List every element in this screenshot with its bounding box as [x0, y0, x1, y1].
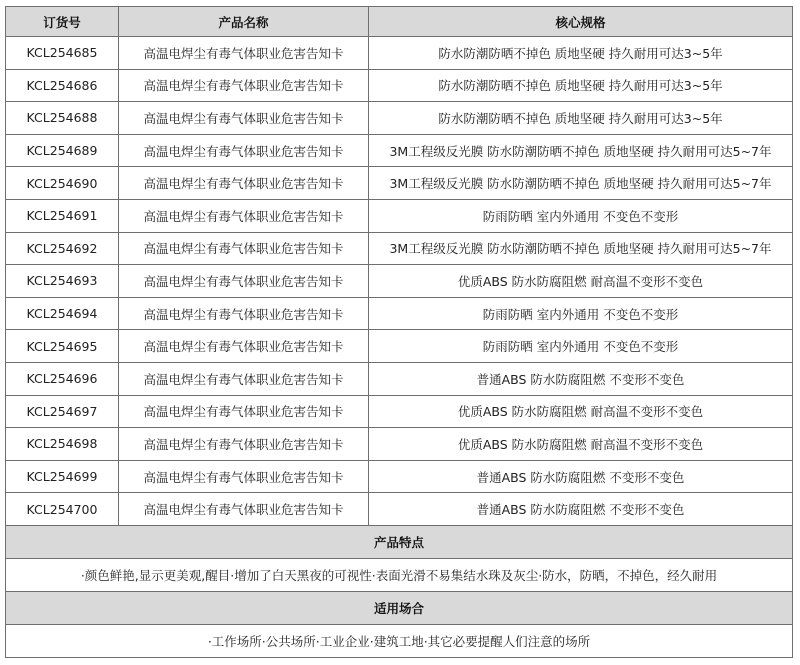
product-name-cell: 高温电焊尘有毒气体职业危害告知卡: [119, 102, 369, 135]
order-number-cell: KCL254700: [6, 493, 119, 526]
table-row: [6, 37, 793, 70]
header-core-spec: 核心规格: [369, 7, 793, 37]
product-spec-table: [5, 6, 793, 658]
order-number-cell: KCL254699: [6, 460, 119, 493]
product-name-cell: 高温电焊尘有毒气体职业危害告知卡: [119, 232, 369, 265]
order-number-cell: KCL254696: [6, 362, 119, 395]
order-number-cell: KCL254688: [6, 102, 119, 135]
core-spec-cell: 优质ABS 防水防腐阻燃 耐高温不变形不变色: [369, 265, 793, 298]
order-number-cell: KCL254690: [6, 167, 119, 200]
core-spec-cell: 防雨防晒 室内外通用 不变色不变形: [369, 199, 793, 232]
product-name-cell: 高温电焊尘有毒气体职业危害告知卡: [119, 167, 369, 200]
product-name-cell: 高温电焊尘有毒气体职业危害告知卡: [119, 134, 369, 167]
product-name-cell: 高温电焊尘有毒气体职业危害告知卡: [119, 460, 369, 493]
product-name-cell: 高温电焊尘有毒气体职业危害告知卡: [119, 362, 369, 395]
order-number-cell: KCL254695: [6, 330, 119, 363]
core-spec-cell: 3M工程级反光膜 防水防潮防晒不掉色 质地坚硬 持久耐用可达5~7年: [369, 134, 793, 167]
table-row: [6, 362, 793, 395]
core-spec-cell: 普通ABS 防水防腐阻燃 不变形不变色: [369, 362, 793, 395]
features-text-row: [6, 558, 793, 591]
table-row: [6, 167, 793, 200]
core-spec-cell: 3M工程级反光膜 防水防潮防晒不掉色 质地坚硬 持久耐用可达5~7年: [369, 232, 793, 265]
usage-text: ·工作场所·公共场所·工业企业·建筑工地·其它必要提醒人们注意的场所: [6, 624, 793, 657]
core-spec-cell: 3M工程级反光膜 防水防潮防晒不掉色 质地坚硬 持久耐用可达5~7年: [369, 167, 793, 200]
table-row: [6, 395, 793, 428]
order-number-cell: KCL254686: [6, 69, 119, 102]
core-spec-cell: 普通ABS 防水防腐阻燃 不变形不变色: [369, 460, 793, 493]
usage-title: 适用场合: [6, 591, 793, 624]
table-row: [6, 199, 793, 232]
product-name-cell: 高温电焊尘有毒气体职业危害告知卡: [119, 395, 369, 428]
table-row: [6, 460, 793, 493]
order-number-cell: KCL254694: [6, 297, 119, 330]
header-product-name: 产品名称: [119, 7, 369, 37]
table-header-row: [6, 7, 793, 37]
header-order-number: 订货号: [6, 7, 119, 37]
product-name-cell: 高温电焊尘有毒气体职业危害告知卡: [119, 493, 369, 526]
core-spec-cell: 防雨防晒 室内外通用 不变色不变形: [369, 297, 793, 330]
product-name-cell: 高温电焊尘有毒气体职业危害告知卡: [119, 265, 369, 298]
product-name-cell: 高温电焊尘有毒气体职业危害告知卡: [119, 428, 369, 461]
usage-title-row: [6, 591, 793, 624]
order-number-cell: KCL254689: [6, 134, 119, 167]
core-spec-cell: 优质ABS 防水防腐阻燃 耐高温不变形不变色: [369, 428, 793, 461]
order-number-cell: KCL254685: [6, 37, 119, 70]
table-row: [6, 134, 793, 167]
core-spec-cell: 防雨防晒 室内外通用 不变色不变形: [369, 330, 793, 363]
order-number-cell: KCL254697: [6, 395, 119, 428]
core-spec-cell: 防水防潮防晒不掉色 质地坚硬 持久耐用可达3~5年: [369, 102, 793, 135]
product-name-cell: 高温电焊尘有毒气体职业危害告知卡: [119, 297, 369, 330]
core-spec-cell: 普通ABS 防水防腐阻燃 不变形不变色: [369, 493, 793, 526]
core-spec-cell: 优质ABS 防水防腐阻燃 耐高温不变形不变色: [369, 395, 793, 428]
table-row: [6, 232, 793, 265]
order-number-cell: KCL254692: [6, 232, 119, 265]
core-spec-cell: 防水防潮防晒不掉色 质地坚硬 持久耐用可达3~5年: [369, 69, 793, 102]
order-number-cell: KCL254698: [6, 428, 119, 461]
features-title: 产品特点: [6, 525, 793, 558]
table-row: [6, 297, 793, 330]
table-row: [6, 428, 793, 461]
features-text: ·颜色鲜艳,显示更美观,醒目·增加了白天黑夜的可视性·表面光滑不易集结水珠及灰尘·防水，防晒，不掉色，经久耐用: [6, 558, 793, 591]
product-name-cell: 高温电焊尘有毒气体职业危害告知卡: [119, 330, 369, 363]
table-row: [6, 330, 793, 363]
product-name-cell: 高温电焊尘有毒气体职业危害告知卡: [119, 37, 369, 70]
usage-text-row: [6, 624, 793, 657]
core-spec-cell: 防水防潮防晒不掉色 质地坚硬 持久耐用可达3~5年: [369, 37, 793, 70]
product-table-wrapper: [5, 6, 792, 658]
product-name-cell: 高温电焊尘有毒气体职业危害告知卡: [119, 69, 369, 102]
table-row: [6, 265, 793, 298]
features-title-row: [6, 525, 793, 558]
order-number-cell: KCL254693: [6, 265, 119, 298]
table-row: [6, 493, 793, 526]
order-number-cell: KCL254691: [6, 199, 119, 232]
table-row: [6, 69, 793, 102]
table-row: [6, 102, 793, 135]
product-name-cell: 高温电焊尘有毒气体职业危害告知卡: [119, 199, 369, 232]
